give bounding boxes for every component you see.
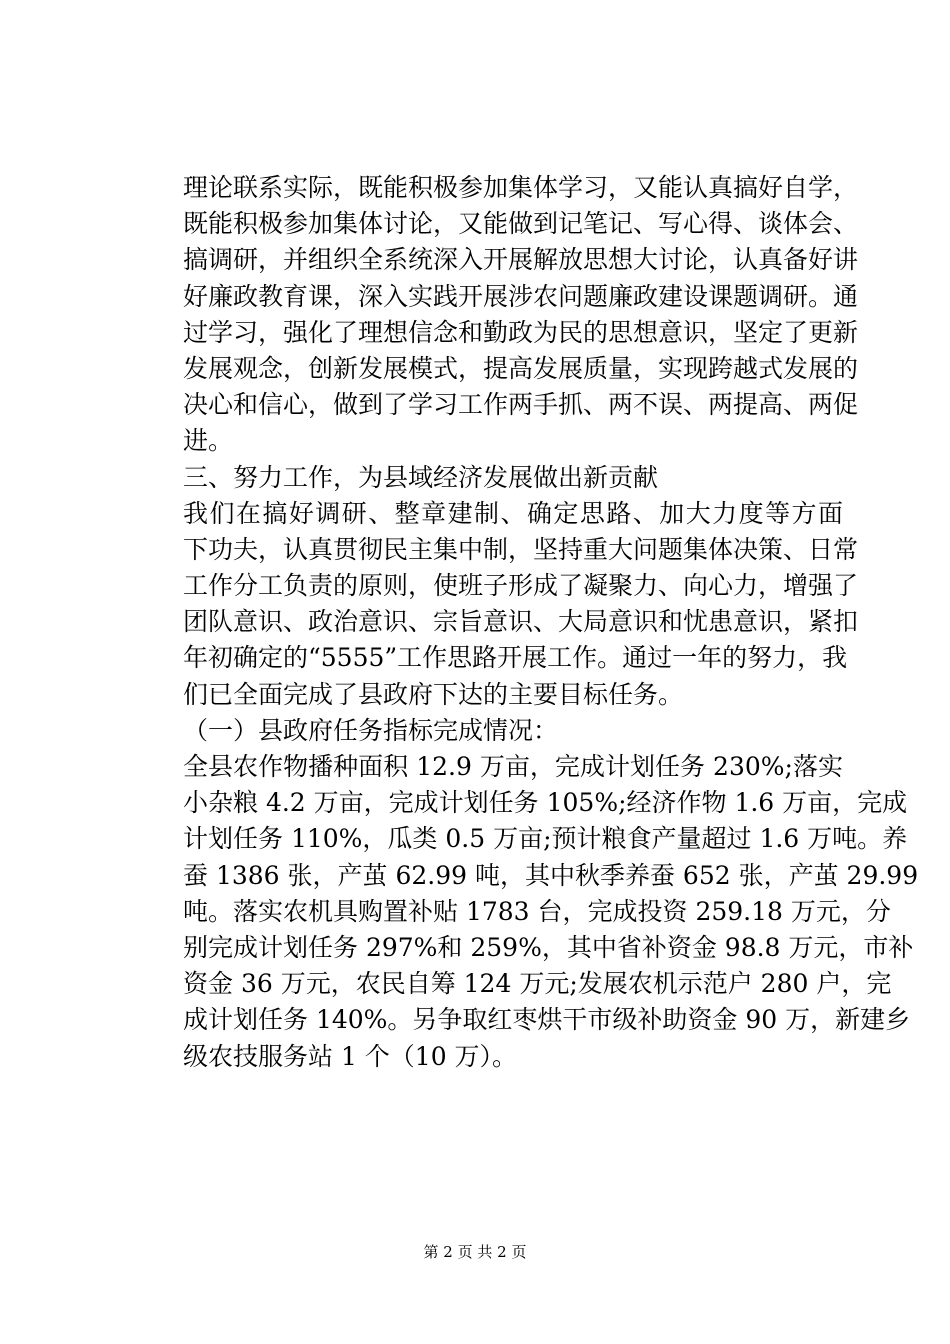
text-line: 过学习，强化了理想信念和勤政为民的思想意识，坚定了更新 (183, 317, 859, 347)
text-line: 我们在搞好调研、整章建制、确定思路、加大力度等方面 (183, 498, 843, 528)
text-line: 别完成计划任务 297%和 259%，其中省补资金 98.8 万元，市补 (183, 932, 914, 962)
text-line: 团队意识、政治意识、宗旨意识、大局意识和忧患意识，紧扣 (183, 607, 859, 637)
text-line: 计划任务 110%，瓜类 0.5 万亩;预计粮食产量超过 1.6 万吨。养 (183, 824, 908, 854)
text-line: 工作分工负责的原则，使班子形成了凝聚力、向心力，增强了 (183, 571, 859, 601)
text-line: 吨。落实农机具购置补贴 1783 台，完成投资 259.18 万元，分 (183, 896, 891, 926)
text-line: 下功夫，认真贯彻民主集中制，坚持重大问题集体决策、日常 (183, 534, 859, 564)
text-line: 决心和信心，做到了学习工作两手抓、两不误、两提高、两促 (183, 390, 859, 420)
section-heading: 三、努力工作，为县域经济发展做出新贡献 (183, 462, 659, 492)
text-line: 搞调研，并组织全系统深入开展解放思想大讨论，认真备好讲 (183, 245, 859, 275)
text-line: 小杂粮 4.2 万亩，完成计划任务 105%;经济作物 1.6 万亩，完成 (183, 788, 908, 818)
text-line: 年初确定的“5555”工作思路开展工作。通过一年的努力，我 (183, 643, 848, 673)
subsection-heading: （一）县政府任务指标完成情况： (183, 715, 559, 745)
text-line: 发展观念，创新发展模式，提高发展质量，实现跨越式发展的 (183, 353, 859, 383)
text-line: 们已全面完成了县政府下达的主要目标任务。 (183, 679, 684, 709)
page-footer: 第 2 页 共 2 页 (423, 1243, 527, 1261)
text-line: 成计划任务 140%。另争取红枣烘干市级补助资金 90 万，新建乡 (183, 1005, 911, 1035)
text-line: 蚕 1386 张，产茧 62.99 吨，其中秋季养蚕 652 张，产茧 29.99 (183, 860, 919, 890)
text-line: 进。 (183, 426, 234, 456)
text-line: 既能积极参加集体讨论，又能做到记笔记、写心得、谈体会、 (183, 209, 859, 239)
document-body (183, 170, 919, 1075)
text-line: 全县农作物播种面积 12.9 万亩，完成计划任务 230%;落实 (183, 752, 843, 781)
text-line: 理论联系实际，既能积极参加集体学习，又能认真搞好自学， (183, 173, 859, 202)
text-line: 资金 36 万元，农民自筹 124 万元;发展农机示范户 280 户，完 (183, 969, 892, 999)
text-line: 好廉政教育课，深入实践开展涉农问题廉政建设课题调研。通 (183, 281, 859, 311)
text-line: 级农技服务站 1 个（10 万）。 (183, 1041, 518, 1071)
